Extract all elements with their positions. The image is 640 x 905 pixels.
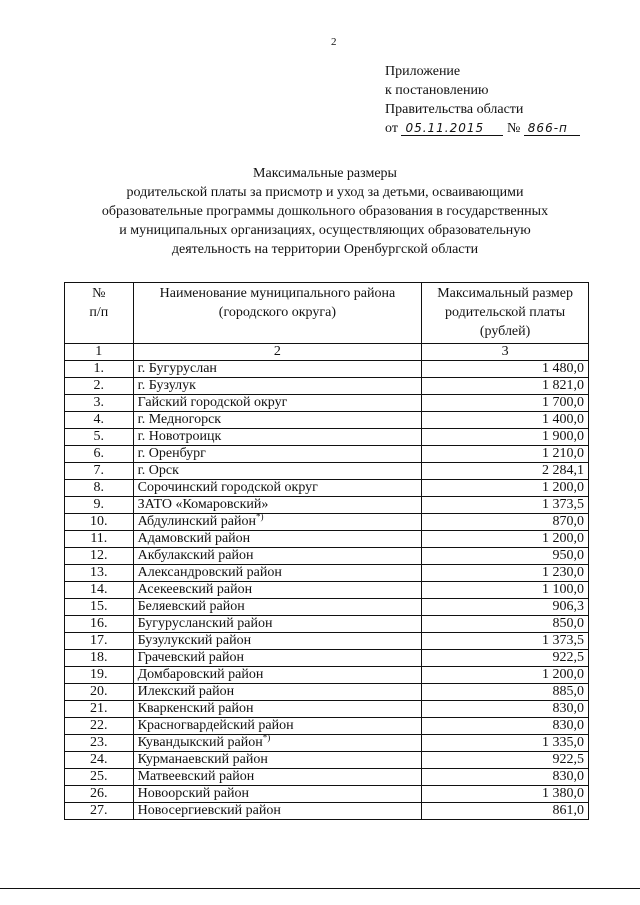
row-number: 22. (65, 718, 134, 735)
max-fee-value: 1 380,0 (422, 786, 589, 803)
document-title (70, 164, 580, 259)
header-district-name (133, 283, 422, 344)
appendix-government-line: Правительства области (385, 102, 524, 117)
district-cell (133, 803, 422, 820)
row-number: 26. (65, 786, 134, 803)
row-number: 3. (65, 395, 134, 412)
district-cell (133, 463, 422, 480)
max-fee-value: 906,3 (422, 599, 589, 616)
row-number: 11. (65, 531, 134, 548)
header-max-fee (422, 283, 589, 344)
row-number: 18. (65, 650, 134, 667)
district-cell (133, 412, 422, 429)
district-name: г. Новотроицк (137, 429, 222, 444)
column-number-row (65, 344, 589, 361)
district-cell (133, 582, 422, 599)
max-fee-value: 1 200,0 (422, 531, 589, 548)
table-row (65, 752, 589, 769)
table-row (65, 735, 589, 752)
district-name: г. Бузулук (137, 378, 196, 393)
header-fee-line-2: родительской платы (445, 305, 566, 320)
district-cell (133, 752, 422, 769)
district-cell (133, 446, 422, 463)
district-name: Адамовский район (137, 531, 251, 546)
district-name: Красногвардейский район (137, 718, 294, 733)
district-cell (133, 429, 422, 446)
table-header-row (65, 283, 589, 344)
row-number: 25. (65, 769, 134, 786)
max-fee-value: 1 200,0 (422, 480, 589, 497)
header-district-line-1: Наименование муниципального района (159, 286, 396, 301)
max-fee-value: 861,0 (422, 803, 589, 820)
district-name: Гайский городской округ (137, 395, 288, 410)
max-fee-value: 1 230,0 (422, 565, 589, 582)
title-line-5: деятельность на территории Оренбургской области (171, 242, 479, 257)
row-number: 7. (65, 463, 134, 480)
max-fee-value: 885,0 (422, 684, 589, 701)
row-number: 21. (65, 701, 134, 718)
fees-table (64, 282, 589, 820)
table-row (65, 650, 589, 667)
district-name: г. Бугуруслан (137, 361, 217, 376)
district-name: Сорочинский городской округ (137, 480, 318, 495)
title-line-4: и муниципальных организациях, осуществляющих образовательную (119, 223, 531, 238)
column-number: 2 (133, 344, 422, 361)
row-number: 15. (65, 599, 134, 616)
row-number: 5. (65, 429, 134, 446)
footnote-mark: *) (262, 732, 271, 743)
table-row (65, 412, 589, 429)
table-row (65, 803, 589, 820)
title-line-3: образовательные программы дошкольного образования в государственных (101, 204, 549, 219)
from-label: от (385, 121, 398, 136)
row-number: 16. (65, 616, 134, 633)
row-number: 24. (65, 752, 134, 769)
district-name: Абдулинский район (137, 514, 256, 529)
district-name: Матвеевский район (137, 769, 255, 784)
appendix-resolution-line: к постановлению (385, 83, 489, 98)
table-row (65, 548, 589, 565)
table-row (65, 684, 589, 701)
district-name: ЗАТО «Комаровский» (137, 497, 269, 512)
column-number: 3 (422, 344, 589, 361)
max-fee-value: 1 210,0 (422, 446, 589, 463)
district-name: г. Оренбург (137, 446, 206, 461)
district-cell (133, 769, 422, 786)
row-number: 10. (65, 514, 134, 531)
table-row (65, 378, 589, 395)
table-row (65, 718, 589, 735)
max-fee-value: 1 821,0 (422, 378, 589, 395)
appendix-block (385, 62, 580, 138)
row-number: 17. (65, 633, 134, 650)
row-number: 9. (65, 497, 134, 514)
row-number: 13. (65, 565, 134, 582)
title-line-1: Максимальные размеры (253, 166, 397, 181)
row-number: 14. (65, 582, 134, 599)
table-row (65, 616, 589, 633)
max-fee-value: 1 480,0 (422, 361, 589, 378)
row-number: 20. (65, 684, 134, 701)
table-row (65, 565, 589, 582)
district-name: Асекеевский район (137, 582, 253, 597)
table-row (65, 395, 589, 412)
district-cell (133, 548, 422, 565)
header-number (65, 283, 134, 344)
max-fee-value: 1 373,5 (422, 633, 589, 650)
table-row (65, 786, 589, 803)
table-row (65, 497, 589, 514)
max-fee-value: 1 900,0 (422, 429, 589, 446)
district-name: Акбулакский район (137, 548, 254, 563)
footnote-mark: *) (255, 511, 264, 522)
max-fee-value: 950,0 (422, 548, 589, 565)
column-number: 1 (65, 344, 134, 361)
district-name: Кваркенский район (137, 701, 254, 716)
row-number: 27. (65, 803, 134, 820)
max-fee-value: 870,0 (422, 514, 589, 531)
table-row (65, 429, 589, 446)
district-name: Александровский район (137, 565, 282, 580)
district-cell (133, 480, 422, 497)
district-cell (133, 378, 422, 395)
table-row (65, 769, 589, 786)
max-fee-value: 1 100,0 (422, 582, 589, 599)
max-fee-value: 922,5 (422, 752, 589, 769)
table-row (65, 667, 589, 684)
table-row (65, 361, 589, 378)
max-fee-value: 1 400,0 (422, 412, 589, 429)
max-fee-value: 922,5 (422, 650, 589, 667)
district-cell (133, 565, 422, 582)
district-name: Беляевский район (137, 599, 245, 614)
district-cell (133, 361, 422, 378)
district-name: Грачевский район (137, 650, 244, 665)
district-name: Домбаровский район (137, 667, 264, 682)
max-fee-value: 1 335,0 (422, 735, 589, 752)
max-fee-value: 1 700,0 (422, 395, 589, 412)
table-row (65, 599, 589, 616)
table-row (65, 446, 589, 463)
max-fee-value: 830,0 (422, 701, 589, 718)
district-cell (133, 650, 422, 667)
resolution-date: 05.11.2015 (401, 121, 503, 136)
table-row (65, 531, 589, 548)
district-cell (133, 732, 422, 752)
district-cell (133, 531, 422, 548)
district-name: г. Медногорск (137, 412, 222, 427)
resolution-number: 866-п (524, 121, 580, 136)
header-fee-line-3: (рублей) (479, 324, 531, 339)
district-cell (133, 599, 422, 616)
district-cell (133, 701, 422, 718)
max-fee-value: 850,0 (422, 616, 589, 633)
district-name: Бузулукский район (137, 633, 252, 648)
district-name: Новосергиевский район (137, 803, 281, 818)
district-cell (133, 497, 422, 514)
row-number: 6. (65, 446, 134, 463)
row-number: 2. (65, 378, 134, 395)
appendix-date-number-line (385, 119, 580, 138)
district-name: Бугурусланский район (137, 616, 273, 631)
district-name: Курманаевский район (137, 752, 268, 767)
max-fee-value: 1 200,0 (422, 667, 589, 684)
row-number: 23. (65, 735, 134, 752)
table-row (65, 582, 589, 599)
table-row (65, 480, 589, 497)
district-cell (133, 718, 422, 735)
table-row (65, 701, 589, 718)
appendix-title: Приложение (385, 64, 461, 79)
district-name: Новоорский район (137, 786, 249, 801)
title-line-2: родительской платы за присмотр и уход за детьми, осваивающими (126, 185, 524, 200)
number-label: № (506, 121, 521, 136)
district-cell (133, 616, 422, 633)
row-number: 1. (65, 361, 134, 378)
district-cell (133, 633, 422, 650)
row-number: 8. (65, 480, 134, 497)
header-number-line-2: п/п (89, 305, 109, 320)
max-fee-value: 1 373,5 (422, 497, 589, 514)
table-row (65, 463, 589, 480)
row-number: 12. (65, 548, 134, 565)
table-row (65, 633, 589, 650)
district-cell (133, 511, 422, 531)
district-name: г. Орск (137, 463, 179, 478)
row-number: 19. (65, 667, 134, 684)
bottom-rule (0, 888, 640, 889)
district-cell (133, 395, 422, 412)
district-cell (133, 684, 422, 701)
table-row (65, 514, 589, 531)
header-district-line-2: (городского округа) (218, 305, 336, 320)
district-cell (133, 667, 422, 684)
district-name: Илекский район (137, 684, 235, 699)
row-number: 4. (65, 412, 134, 429)
district-name: Кувандыкский район (137, 735, 263, 750)
header-fee-line-1: Максимальный размер (437, 286, 573, 301)
max-fee-value: 830,0 (422, 769, 589, 786)
header-number-line-1: № (92, 286, 106, 301)
max-fee-value: 830,0 (422, 718, 589, 735)
page-number: 2 (331, 36, 337, 48)
max-fee-value: 2 284,1 (422, 463, 589, 480)
district-cell (133, 786, 422, 803)
